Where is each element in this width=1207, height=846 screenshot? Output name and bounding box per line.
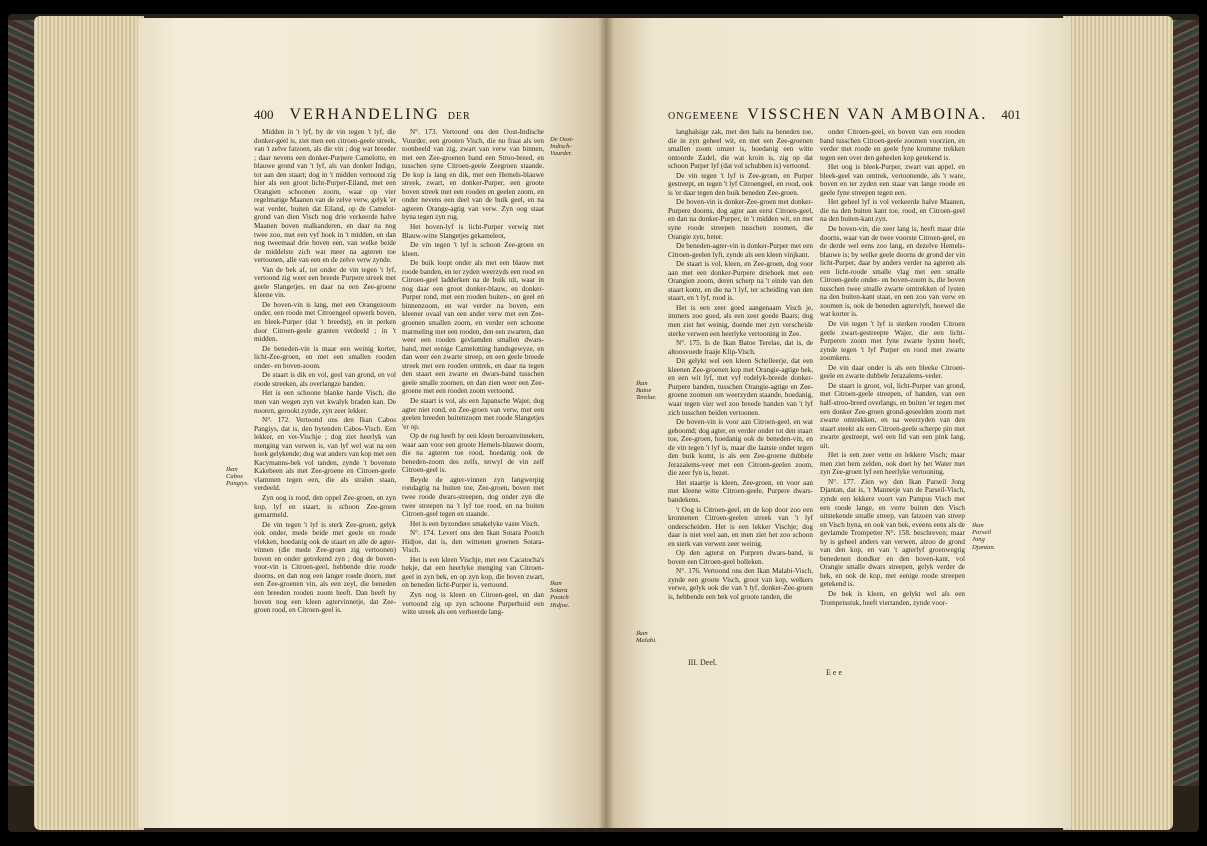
right-column-1 — [668, 128, 813, 603]
signature-mark: E e e — [826, 668, 842, 677]
paragraph: De boven-vin is donker-Zee-groen met donker-Purpere doorns, dog agter aan eerst Citroen-geel, en dan na donker-Purper, in 't midden wit, en met syne roode streepen tusschen zoomen, die Orangie zyn, heter. — [668, 198, 813, 241]
running-head-title: VERHANDELING — [289, 106, 440, 123]
paragraph: N°. 177. Zien wy den Ikan Parseil Jong Djantan, dat is, 't Mannetje van de Parseil-Visch, zynde een lekkere voort van Pampus Visch met een roode lange, en verre buiten den Visch uitstekende smalle streep, van fatzoen van streep en Visch byna, en ook van bek, eveens eens als de gevlamde Trompetter N°. 158. beschreven; maar hy is geheel anders van verwen, alzoo de grond van den kop, en van 't agterlyf groenwegtig benedenen dondker en den boven-kant, vol Orangie smalle dwars streepen, gelyk verder de bek, en ook de kop, met eenige roode streepen getekend is. — [820, 477, 965, 589]
running-head-suffix: DER — [447, 111, 471, 122]
paragraph: Dit gelykt wel een kleen Schelleerje, dat een kleenen Zee-groenen kop met Orangie-agtige bek, en een wit lyf, met vyf rodelyk-breede donker-Purpere banden, tusschen Orangie-agtige en Zee-groene zoomen om weerzyden staande, hoedanig, waar tegen vier wel zoo breede banden van 't lyf zich tusschen beiden vertoonen. — [668, 357, 813, 417]
paragraph: onder Citroen-geel, en boven van een rooden band tusschen Citroen-geele zoomen voorzien, en verder met roode en geele fyne kromme trekken tegen een over den geheelen kop getekend is. — [820, 128, 965, 162]
paragraph: De vin daar onder is als een bleeke Citroen-geele en zwarte dubbele Jerazalems-veder. — [820, 363, 965, 381]
page-edges-right — [1063, 16, 1173, 830]
marbled-endpaper-right — [1173, 20, 1199, 786]
left-running-head — [254, 106, 471, 124]
paragraph: N°. 172. Vertoond ons den Ikan Cabos Pangiys, dat is, den bytenden Cabos-Visch. Een lekker, en vet-Vischje ; dog ziet heerlyk van menging van verwen is, van lyf wel wat na een hoek gelykende; dog wat anders van kop met een Kacymanns-bek vol tanden, zynde 't bovenste Kakebeen als met Zee-groene en Citroen-geele vlammen tegen een, die als stralen staan, verdeeld. — [254, 416, 396, 493]
paragraph: 't Oog is Citroen-geel, en de kop door zoo een kronnenen Citroen-geelen streek van 't lyf onderscheiden. Het is een lekker Vischje; dog daar is niet veel aan, en men ziet het zoo schoon en sterk van verwen zeer weinig. — [668, 505, 813, 548]
margin-note: Ikan Malabi. — [636, 630, 657, 645]
paragraph: De buik loopt onder als met een blauw met roode banden, en ter zyden weerzyds een rood en Citroen-geel ladderken na de buik uit, waar in nog daar een groot donker-blauw, en donker-Purper rond, met een rooden buiten-, en geel en binnenzoom, en wat verder na boven, een kleener ovaal van een ander verw met een Zee-groenen smallen zoom, en verder een schoone marmeling met een rooden, den een zwarten, dan weer een rooden gevlamden smallen dwars-band, met eenige Camelotting bandsgewyze, en dan weer een zwarte streep, en een geele breede streek met een rooden omtrek, en daar na tegen den staart een zwarte en dwars-band tusschen geele smalle zoomen, en dan zien weer een Zee-groene met een rooden zoom vertoond. — [402, 259, 544, 396]
margin-note: Ikan Batoe Terelae. — [636, 380, 657, 402]
paragraph: De beneden-vin is maar een weinig korter, licht-Zee-groen, en met een smallen rooden onder- en boven-zoom. — [254, 344, 396, 370]
paragraph: N°. 175. Is de Ikan Batoe Terelae, dat is, de altoosvoede fraaje Klip-Visch. — [668, 339, 813, 356]
right-running-head — [668, 106, 1021, 124]
paragraph: Het is een zeer vette en lekkere Visch; maar men ziet hem zelden, ook doet hy het Water met zyn Zee-groen lyf een heerlyke vertooning. — [820, 451, 965, 477]
paragraph: Het boven-lyf is licht-Purper verwig met Blauw-witte Slangetjes gekameleot, — [402, 223, 544, 240]
paragraph: N°. 174. Levert ons den Ikan Sotara Pootch Hidjoe, dat is, den wittenen groenen Sotara-Visch. — [402, 529, 544, 555]
left-page — [138, 18, 606, 828]
paragraph: De staart is groot, vol, licht-Purper van grond, met Citroen-geele streepen, of banden, van een half-stroo-breed overlangs, en buiten 'er tegen met een donker Zee-groen grond-geseelden zoom met zwarte omtrekken, en na weerzyden van den staart steekt als een Citroen-geele scherpe pin met zwarte gestreept, wel een lid van een pink lang, uit. — [820, 381, 965, 450]
paragraph: N°. 176. Vertoond ons den Ikan Malabi-Visch, zynde een groote Visch, groot van kop, welkers verwe, gelyk ook die van 't lyf, donker-Zee-groen is, hebbende een bek vol groote tanden, die — [668, 567, 813, 601]
left-column-1 — [254, 128, 396, 616]
paragraph: De staart is vol, kleen, en Zee-groen, dog voor aan met een donker-Purpere driehoek met een Orangien zoom, deren scherp na 't einde van den staart komt, en die na 't lyf, ter scheiding van den staart, en 't lyf, rood is. — [668, 260, 813, 303]
paragraph: De staart is vol, als een Japansche Wajer, dog agter niet rond, en Zee-groen van verw, met een geelen breeden buitenzoom met roode Slangetjes 'er op. — [402, 396, 544, 431]
paragraph: langhalsige zak, met den hals na beneden toe, die in zyn geheel wit, en met een Zee-groenen smallen zoom omzet is, hoedanig een witte ontoorde Zadel, die wat kroin is, zig op dat schoon Purper lyf (dat vol schubben is) vertoond. — [668, 128, 813, 171]
running-head-title: VISSCHEN VAN AMBOINA. — [747, 106, 988, 123]
paragraph: De vin tegen 't lyf is Zee-groen, en Purper gestreept, en tegen 't lyf Citroengeel, en rood, ook is 'er daar tegen den buik beneden Zee-groen. — [668, 171, 813, 197]
paragraph: Het is een kleen Vischje, met een Cacatocha's bekje, dat een heerlyke menging van Citroen-geel in zyn bek, en op zyn kop, die boven zwart, en beneden licht-Purper is, vertoond. — [402, 555, 544, 590]
paragraph: Beyde de agter-vinnen zyn langwerpig rondagtig na buiten toe, Zee-groen, boven met twee roode dwars-streepen, dog onder zyn die twee streepen na 't lyf toe rood, en na buiten Citroen-geel tegen en staande. — [402, 475, 544, 519]
page-edges-left — [34, 16, 144, 830]
paragraph: Op den agterst en Purpren dwars-band, is boven een Citroen-geel bolleken. — [668, 549, 813, 566]
book-gutter — [598, 18, 614, 828]
paragraph: Het geheel lyf is vol verkeerde halve Maanen, die na den buiten kant toe, rood, en Citroen-geel na den buiten-kant zyn. — [820, 198, 965, 224]
paragraph: De bek is kleen, en gelykt wel als een Trompetsstuk, heeft viertanden, zynde voor- — [820, 589, 965, 607]
paragraph: Het is een byzondere smakelyke vaste Visch. — [410, 519, 540, 528]
running-head-prefix: ONGEMEENE — [668, 111, 740, 122]
paragraph: De boven-vin is lang, met een Orangezoom onder, een roode met Citroengeel opwerk boven, en bleek-Purper (dat 't breedst), en in perken door Citroen-geele granten verdeeld ; in 't midden. — [254, 300, 396, 344]
right-column-2 — [820, 128, 965, 608]
left-column-2 — [402, 128, 544, 618]
paragraph: De boven-vin is voor aan Citroen-geel, en wat geboomd; dog agter, en verder onder tot den staart toe, Zee-groen, hoedanig ook de beneden-vin, en de vin tegen 't lyf is, maar die laatste onder tegen den buik komt, is als een Zee-groene dubbele Jerazalems-veer met een Citroen-geelen zoom, die zeer fyn is, bezet. — [668, 418, 813, 478]
paragraph: Het oog is bleek-Purper, zwart van appel, en bleek-geel van omtrek, vertoonende, als 't ware, boven en ter zyden een staar van lange roode en geele fyne streepen tegen een. — [820, 163, 965, 197]
page-number: 400 — [254, 107, 274, 122]
paragraph: De staart is dik en vol, geel van grond, en vol roode streeken, als overlangze banden. — [254, 371, 396, 388]
paragraph: Midden in 't lyf, by de vin tegen 't lyf, die donker-geel is, ziet men een citroen-geele streek, van 't zelve fatzoen, als die vin ; dog wat breeder ; daar nevens een donker-Purpere Camelotte, en blauwe grond van 't lyf, als van donker Indigo, tot aan den staart; dog in 't midden vertoond zig hier als een groot licht-Purper-Eiland, met een Orangien schoonen zoom, waar op vier regelmatige Maanen van de zelve verw, gelyk 'er wat verder, buiten dat Eiland, op de Camelot-grond van dien Visch nog drie verkeerde halve Maanen boven malkanderen, en daar na nog twee zoo, met een vyf hoek in 't midden, en dan nog tweemaal drie boven een, van welke beide de middelste zich wat meer na agteren toe vertoonen, alle van een en de zelve verw zynde. — [254, 128, 396, 265]
paragraph: De beneden-agter-vin is donker-Purper met een Citroen-geelen lyft, zynde als een kleen vinjkant. — [668, 242, 813, 259]
margin-note: Ikan Parseil Jong Djantan. — [972, 522, 996, 551]
paragraph: Het is een schoone blanke harde Visch, die men van wegen zyn vet kwalyk braden kan. De nooren, gerookt zynde, zyn zeer lekker. — [254, 389, 396, 415]
margin-note: Ikan Sotara Pootch Hidjoe. — [550, 580, 570, 609]
margin-note: Ikan Cabos Pangiys. — [226, 466, 249, 488]
page-number: 401 — [1001, 107, 1021, 122]
paragraph: Zyn oog is kleen en Citroen-geel, en dan vertoond zig op zyn schoone Purperhuid een witte streek als een verheerde lang- — [402, 590, 544, 617]
paragraph: Het staartje is kleen, Zee-groen, en voor aan met kleene witte Citroen-geele, Purpere dwars-bandekens. — [668, 478, 813, 504]
volume-signature: III. Deel. — [688, 658, 718, 667]
marbled-endpaper-left — [8, 20, 34, 786]
paragraph: Het is een zeer goed aangenaam Visch je, immers zoo goed, als een zeer goede Baars; dog men ziet het weinig, doende met zyn verscheide sterke verwen een heerlyke vertooning in Zee. — [668, 303, 813, 338]
paragraph: De vin tegen 't lyf is sterken rooden Citroen geele zwart-gestreepte Wajer, die een licht-Purperen zoom met fyne zwarte lysten heeft, zynde tegen 't lyf Purper en rood met zwarte zoomkens. — [820, 320, 965, 363]
right-page — [606, 18, 1071, 828]
paragraph: Van de bek af, tot onder de vin tegen 't lyf, vertoond zig weer een breede Purpere streek met geele Slangetjes, en daar na een Zee-groene kleene vin. — [254, 265, 396, 300]
paragraph: De vin tegen 't lyf is schoon Zee-groen en kleen. — [402, 241, 544, 258]
paragraph: Op de rug heeft hy een kleen beroanvinneken, waar aan voor een groote Hemels-blauwe doorn, die na agteren toe rood, hoedanig ook de beneden-zoom des zelfs, terwyl de vin zelf Citroen-geel is. — [402, 432, 544, 475]
paragraph: N°. 173. Vertoond ons den Oost-Indische Vuurder, een grooten Visch, die nu fraai als een toonbeeld van zig, zwart van verw van binnen, met een Zee-groenen band een Stroo-breed, en tusschen syne Citroen-geele Zeegroen staande. De kop is lang en dik, met een Hemels-blauwe streek, zwart, en donker-Purper, een groote boven streek met een rooden en geelen zoom, en onder nevens een deel van de buik geel, en na agteren Orange-agtig van verw. Zyn oog staat byna tegen zyn rug. — [402, 128, 544, 222]
paragraph: De vin tegen 't lyf is sterk Zee-groen, gelyk ook onder, mede beide met geele en roode vlekken, hoedanig ook de staart en alle de agter-vinnen (die mede Zee-groen zig vertoonen) boven en onder getrekend zyn ; dog de boven-voor-vin is Citroen-geel, hebbende drie roode doorns, en dan nog een langer roede doorn, met een Zee-groenen vin, als een zeyl, die beneden een breeden rooden zoom heeft. Dan heeft hy boven nog een kleen agtervinnetje, dat Zee-groen rood, en Citroen-geel is. — [254, 520, 396, 615]
paragraph: Zyn oog is rood, den oppel Zee-groen, en zyn kop, lyf en staart, is schoon Zee-groen gemarmeld. — [254, 493, 396, 520]
margin-note: De Oost-Indisch-Vuurder. — [550, 136, 574, 158]
paragraph: De boven-vin, die zeer lang is, heeft maar drie doorns, waar van de twee voorste Citroen-geel, en de derde wel eens zoo lang, en dezelve Hemels-blauwe is; by welke geele doorns de grond der vin licht-Purper, daar by anders verder na agteren als een licht-roode smalle vlag met een smalle Citroen-geele onder- en boven-zoom is, die boven tusschen twee smalle zwarte omtrekken of lysten na den buiten-kant staat, en een zoo van verw en zoomen is, ook de beneden agtervlyft, hoewel die wat korter is. — [820, 225, 965, 319]
